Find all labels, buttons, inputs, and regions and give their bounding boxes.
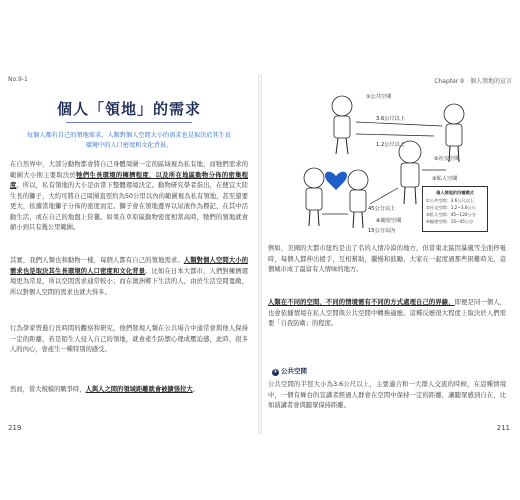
section-paragraph: 公共空間的半徑大小為3.6公尺以上，主要適合和一大群人交流的時候，在這種情境中，一個有舞台的宣講者經過人群會在空間中保持一定的距離，讓聽眾感到自在，比如演講者會與聽眾保持距離。 (268, 381, 506, 409)
right-page-number: 211 (496, 424, 510, 432)
section-heading-label (272, 366, 307, 377)
public-space-label: ①公共空間 (366, 94, 392, 100)
paragraph-text: 。比如在日本大都市，人們對擁擠環境更為常見，所以空間需求通常較小；而在澳洲鄉下生活的人，由於生活空間寬敞，所以對個人空間的需求也就大得多。 (10, 267, 249, 296)
page-title: 個人「領地」的需求 (56, 100, 201, 118)
paragraph-text: 。 (192, 386, 199, 393)
person-figure-bottom (348, 170, 368, 228)
paragraph-text: 其實，我們人類也和動物一樣，每個人都有自己的領地需求。 (10, 257, 184, 264)
legend-title: 個人領地的四種模式 (436, 190, 474, 195)
left-page-number: 219 (8, 424, 22, 432)
emphasis-text: 牠們生長環境的擁擠程度，以及所在地區動物分佈的密集程度 (10, 171, 249, 189)
emphasis-text: 人類在不同的空間、不同的情境需有不同的方式處理自己的界線， (268, 299, 455, 306)
right-paragraph-1 (268, 244, 506, 276)
section-title: 公共空間 (281, 367, 307, 375)
left-page-header: No.9-1 (8, 76, 28, 83)
legend-item: ①公共空間：3.6公尺以上 (426, 198, 475, 203)
person-figure-right (444, 104, 464, 162)
section-heading (266, 366, 506, 377)
paragraph-text: 人類在公共場合中通常會與他人保持一定的距離，若是陌生人侵入自己的領地，就會產生防禦心理或壓迫感，此時，很多人的內心，會產生一種特別的感受。 (10, 325, 249, 353)
paragraph-text: 即便是同一個人，也會依據情境在私人空間與公共空間中轉換適應。這種反應很大程度上取決於人們需要「自我防衛」的程度。 (268, 299, 507, 327)
emphasis-text: 人與人之間的領域距離就會被擴張拉大 (85, 386, 193, 393)
page-subtitle: 每個人都有自己的領地需求，人類對個人空間大小的需求也是取決於其生長環境中的人口密度和文化背景。 (26, 132, 232, 149)
intimate-distance-label: 15公分以內 (368, 228, 396, 234)
distance-arrow-social (356, 134, 434, 136)
right-paragraph-2 (268, 298, 506, 330)
left-page (6, 74, 252, 434)
paragraph-text: 行為學家曾進行長時間的觀察和研究，他們發現 (10, 325, 146, 332)
social-space-label: ②社交空間 (434, 156, 460, 162)
personal-space-label: ③私人空間 (432, 176, 458, 182)
person-figure-middle (399, 141, 421, 204)
person-figure-top (332, 96, 352, 154)
right-page (264, 74, 516, 434)
book-gutter (258, 74, 262, 434)
left-paragraph-3 (10, 324, 248, 356)
paragraph-text: 。所以，私有領地的大小是由當下整體環境決定。動物研究學者指出，在便宜大陸生長的獅子，大約可將自己周圍直徑約為50公里以內的範圍視為私有領地，甚至還要更大，依據當地獅子分佈的密度而定。獅子會在領地邊界以尿液作為標記，在其中活動生活，或在自己的地盤上狩獵。如果在草原區動物密度相當高時，牠們的領地就會縮小到只有幾公里範圍。 (10, 182, 249, 231)
right-page-header: Chapter 9 個人領地的宣言 (434, 78, 512, 85)
paragraph-text: 例如，美國的大都市紐約是出了名的人情冷漠的地方，但當東北區因暴風雪全面停電時，每個人都伸出援手，互相幫助，鬻慢和鼓勵，大家在一起度過那些困難時光，這個城市成了最富有人情味的地方。 (268, 245, 506, 273)
section-number: ① (273, 369, 278, 375)
left-paragraph-4 (10, 385, 248, 396)
distance-arrow-intimate (370, 188, 398, 204)
space-modes-legend (422, 186, 488, 232)
legend-item: ②社交空間：1.2~3.6公尺 (426, 205, 476, 210)
heart-icon (325, 172, 347, 190)
emphasis-text: 人類對個人空間大小的需求也是取決其生長環境的人口密度和文化背景 (10, 257, 249, 275)
personal-distance-label: 45公分以上 (368, 206, 396, 212)
intimate-space-label: ④親密空間 (376, 218, 402, 224)
legend-item: ③私人空間：45~120公分 (426, 212, 476, 217)
paragraph-text: 在自然界中，大部分動物都會將自己身體周圍一定的區域視為私有地，而牠們需求的範圍大小則主要取決於 (10, 161, 248, 179)
left-paragraph-1 (10, 160, 248, 234)
legend-item: ④親密空間：15~45公分 (426, 219, 474, 224)
left-paragraph-2 (10, 256, 248, 298)
title-underline (66, 122, 192, 123)
social-distance-label: 1.2公尺以上 (376, 142, 405, 148)
paragraph-text: 然而，當大規模的戰爭時， (10, 386, 86, 393)
person-figure-bottom-left (304, 168, 324, 226)
distance-arrow-public (356, 122, 442, 126)
public-distance-label: 3.6公尺以上 (376, 116, 405, 122)
